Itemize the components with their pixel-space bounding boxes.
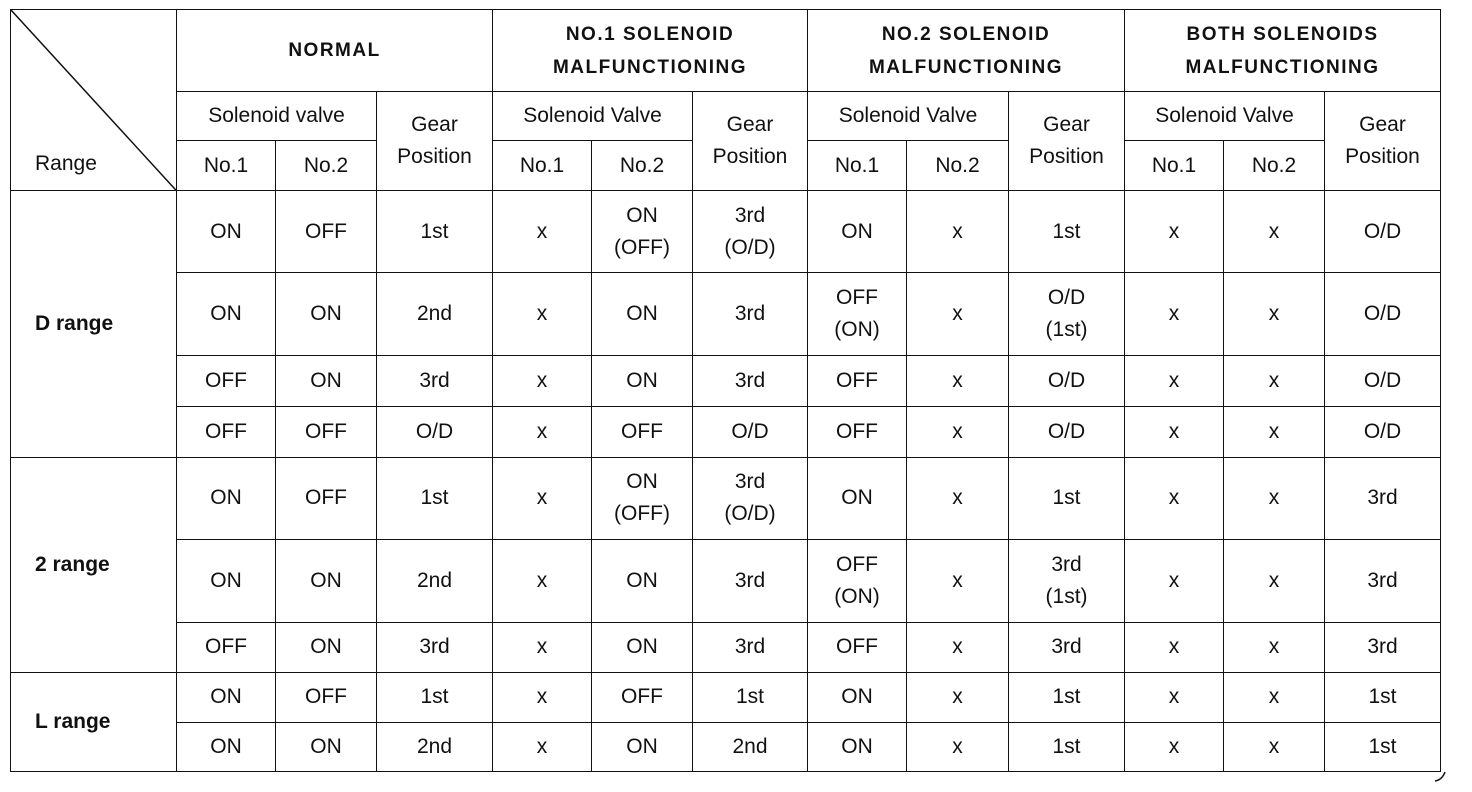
table-cell: 3rd [377,356,493,407]
table-cell: x [907,622,1009,672]
table-cell: OFF [276,672,377,722]
group-header-no2-malfunction: NO.2 SOLENOID MALFUNCTIONING [808,10,1125,92]
table-cell: ON [177,457,276,539]
table-cell: 2nd [377,539,493,622]
table-cell: ON [177,191,276,273]
table-cell: ON [592,539,693,622]
table-cell: x [1125,672,1224,722]
table-cell: 3rd (O/D) [693,457,808,539]
gear-position-header: Gear Position [693,92,808,191]
range-name-cell: D range [11,191,177,457]
table-cell: O/D [1009,356,1125,407]
table-cell: x [1224,407,1325,457]
table-cell: 3rd (1st) [1009,539,1125,622]
solenoid-malfunction-table [10,9,1441,772]
table-cell: OFF (ON) [808,539,907,622]
table-cell: 3rd [693,622,808,672]
group-header-both-malfunction: BOTH SOLENOIDS MALFUNCTIONING [1125,10,1441,92]
table-row [11,457,1441,539]
table-cell: x [1125,539,1224,622]
table-cell: ON [177,539,276,622]
solenoid-valve-header: Solenoid Valve [493,92,693,141]
table-cell: ON [276,622,377,672]
table-cell: 3rd [1009,622,1125,672]
table-cell: x [907,672,1009,722]
table-cell: x [1125,622,1224,672]
table-cell: OFF [177,407,276,457]
table-cell: 1st [377,457,493,539]
table-cell: x [1125,356,1224,407]
table-cell: x [1224,539,1325,622]
table-cell: 2nd [377,722,493,771]
table-cell: 3rd [693,356,808,407]
table-cell: 3rd [1325,539,1441,622]
table-cell: x [1224,356,1325,407]
table-cell: OFF [592,672,693,722]
table-cell: O/D [377,407,493,457]
table-cell: OFF [808,407,907,457]
table-row [11,356,1441,407]
table-cell: ON [177,273,276,356]
table-cell: O/D [1009,407,1125,457]
table-cell: 1st [377,191,493,273]
table-cell: O/D [1325,356,1441,407]
table-cell: ON [276,539,377,622]
table-cell: x [1224,672,1325,722]
table-cell: x [907,356,1009,407]
gear-position-header: Gear Position [1325,92,1441,191]
table-cell: x [493,191,592,273]
table-cell: ON [276,722,377,771]
range-name-cell: 2 range [11,457,177,672]
table-cell: x [907,191,1009,273]
table-cell: O/D (1st) [1009,273,1125,356]
table-cell: O/D [1325,407,1441,457]
table-cell: 1st [1325,672,1441,722]
no1-header: No.1 [1125,141,1224,191]
table-cell: ON [808,457,907,539]
table-cell: x [907,457,1009,539]
no2-header: No.2 [592,141,693,191]
group-header-normal: NORMAL [177,10,493,92]
table-cell: ON [592,273,693,356]
table-cell: x [493,273,592,356]
no2-header: No.2 [1224,141,1325,191]
no2-header: No.2 [276,141,377,191]
solenoid-valve-header: Solenoid valve [177,92,377,141]
table-cell: OFF [808,356,907,407]
table-row [11,622,1441,672]
group-header-no1-malfunction: NO.1 SOLENOID MALFUNCTIONING [493,10,808,92]
table-cell: ON [276,273,377,356]
table-cell: x [493,356,592,407]
table-cell: 1st [377,672,493,722]
table-cell: x [907,407,1009,457]
table-cell: 2nd [693,722,808,771]
table-cell: x [1125,191,1224,273]
solenoid-valve-header: Solenoid Valve [808,92,1009,141]
table-cell: ON (OFF) [592,191,693,273]
table-cell: x [493,457,592,539]
table-cell: x [493,722,592,771]
table-cell: OFF [276,457,377,539]
table-cell: ON [592,356,693,407]
table-cell: O/D [1325,273,1441,356]
table-cell: O/D [1325,191,1441,273]
table-cell: x [1224,457,1325,539]
gear-position-header: Gear Position [1009,92,1125,191]
table-cell: 3rd (O/D) [693,191,808,273]
table-cell: 1st [1009,672,1125,722]
table-row [11,722,1441,771]
table-cell: x [1125,407,1224,457]
table-cell: OFF [177,356,276,407]
range-corner-header [11,10,177,191]
table-cell: x [1224,191,1325,273]
table-cell: 2nd [377,273,493,356]
table-cell: ON [808,672,907,722]
table-row [11,672,1441,722]
table-cell: x [493,407,592,457]
table-cell: OFF [276,407,377,457]
table-cell: ON [808,191,907,273]
table-cell: 3rd [377,622,493,672]
table-cell: ON [276,356,377,407]
no1-header: No.1 [493,141,592,191]
gear-position-header: Gear Position [377,92,493,191]
no1-header: No.1 [177,141,276,191]
table-row [11,539,1441,622]
table-cell: x [907,273,1009,356]
table-cell: ON [592,722,693,771]
table-cell: x [493,672,592,722]
table-cell: ON (OFF) [592,457,693,539]
table-cell: 1st [1009,191,1125,273]
table-cell: ON [177,672,276,722]
table-cell: x [1125,273,1224,356]
table-cell: 1st [1325,722,1441,771]
table-cell: OFF [808,622,907,672]
no1-header: No.1 [808,141,907,191]
table-row [11,273,1441,356]
table-cell: x [1125,457,1224,539]
table-cell: ON [592,622,693,672]
table-cell: O/D [693,407,808,457]
table-cell: 3rd [1325,622,1441,672]
table-cell: x [1224,722,1325,771]
table-cell: 1st [1009,722,1125,771]
range-name-cell: L range [11,672,177,771]
table-cell: ON [177,722,276,771]
table-cell: 3rd [693,273,808,356]
table-cell: 3rd [693,539,808,622]
range-label: Range [35,152,97,176]
table-cell: OFF (ON) [808,273,907,356]
table-cell: ON [808,722,907,771]
solenoid-valve-header: Solenoid Valve [1125,92,1325,141]
table-row [11,407,1441,457]
table-cell: x [1224,273,1325,356]
table-cell: OFF [276,191,377,273]
table-cell: OFF [177,622,276,672]
page-corner-mark [1434,770,1446,782]
table-cell: 3rd [1325,457,1441,539]
table-cell: x [1125,722,1224,771]
table-cell: x [493,622,592,672]
table-cell: x [907,722,1009,771]
table-cell: x [1224,622,1325,672]
table-cell: OFF [592,407,693,457]
no2-header: No.2 [907,141,1009,191]
table-cell: 1st [1009,457,1125,539]
table-cell: x [907,539,1009,622]
table-row [11,191,1441,273]
table-cell: x [493,539,592,622]
table-cell: 1st [693,672,808,722]
